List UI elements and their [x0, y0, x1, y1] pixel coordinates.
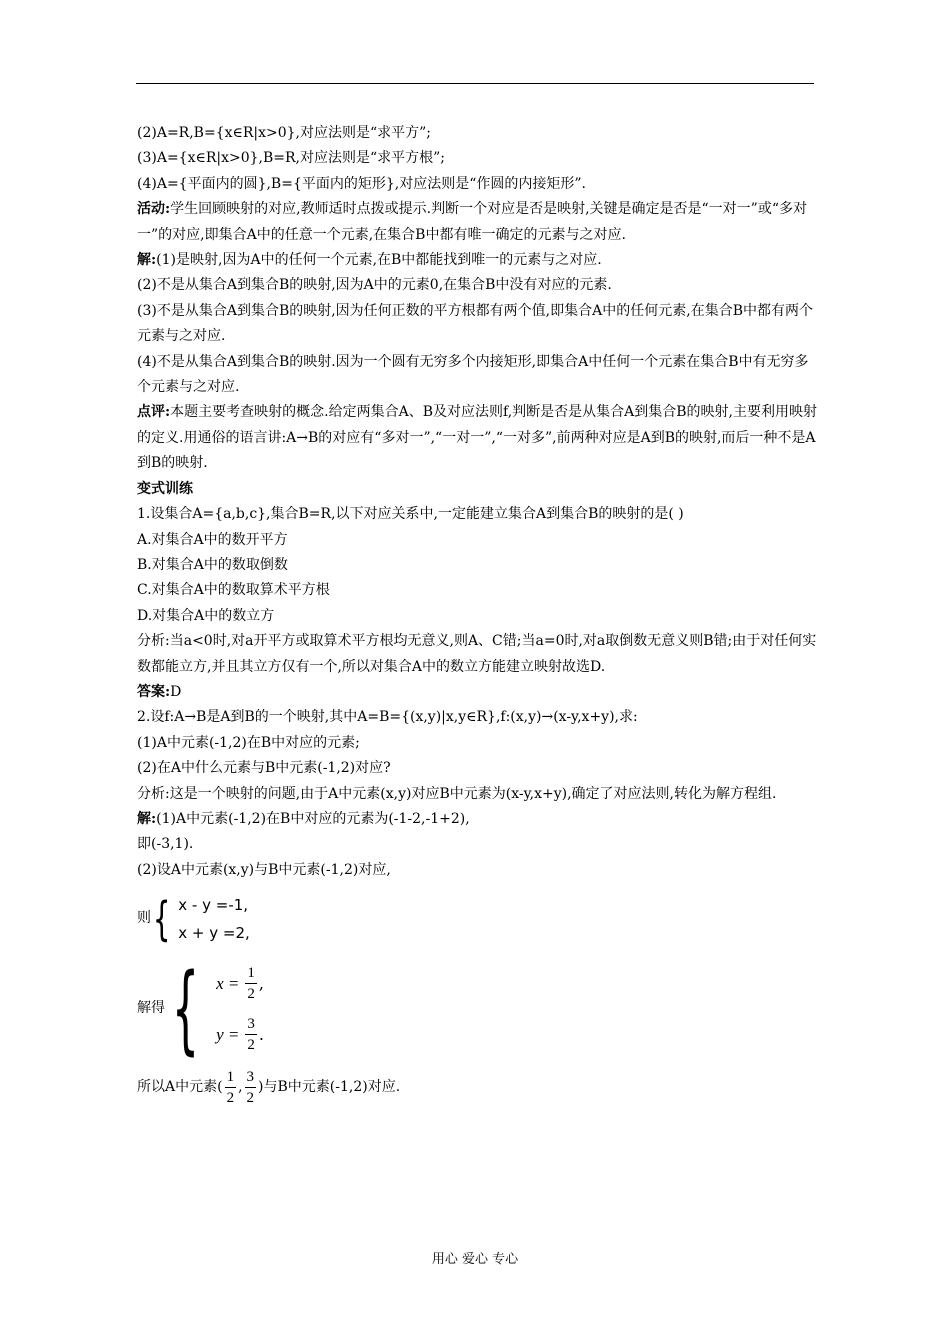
numerator: 3	[245, 1014, 257, 1035]
denominator: 2	[247, 986, 255, 1003]
header-rule	[136, 83, 814, 84]
answer-line	[137, 680, 817, 705]
left-brace-icon: {	[171, 953, 200, 1066]
solution-text: (1)是映射,因为A中的任何一个元素,在B中都能找到唯一的元素与之对应.	[156, 252, 602, 269]
solution-line	[137, 807, 817, 832]
final-suffix: )与B中元素(-1,2)对应.	[258, 1078, 401, 1095]
solution-paragraph: (4)不是从集合A到集合B的映射.因为一个圆有无穷多个内接矩形,即集合A中任何一个元素在集合B中有无穷多个元素与之对应.	[137, 353, 809, 396]
section-heading	[137, 477, 817, 502]
solution-line: 即(-3,1).	[137, 836, 194, 853]
solution-paragraph: (3)不是从集合A到集合B的映射,因为任何正数的平方根都有两个值,即集合A中的任何元素,在集合B中都有两个元素与之对应.	[137, 302, 813, 345]
x-variable: x =	[216, 973, 240, 993]
answer-value: D	[170, 683, 182, 700]
numerator: 1	[245, 963, 257, 984]
answer-label: 答案:	[137, 683, 171, 700]
section-heading-text: 变式训练	[137, 480, 193, 497]
numerator: 1	[225, 1067, 237, 1088]
y-variable: y =	[216, 1024, 240, 1044]
solution-label: 解:	[137, 252, 157, 269]
numerator: 3	[245, 1067, 257, 1088]
activity-label: 活动:	[137, 201, 171, 218]
question-1: 1.设集合A={a,b,c},集合B=R,以下对应关系中,一定能建立集合A到集合B的映射的是( )	[137, 506, 684, 523]
punctuation: .	[258, 1024, 264, 1044]
fraction	[245, 963, 257, 1004]
solve-label: 解得	[137, 1000, 165, 1017]
then-label: 则	[137, 910, 151, 927]
final-answer-line	[137, 1067, 817, 1108]
left-brace-icon: {	[152, 892, 171, 947]
document-body	[137, 121, 817, 1108]
review-text: 本题主要考查映射的概念.给定两集合A、B及对应法则f,判断是否是从集合A到集合B的映射,主要利用映射的定义.用通俗的语言讲:A→B的对应有“多对一”,“一对一”,“一对多”,前两种对应是A到B的映射,而后一种不是A到B的映射.	[137, 404, 817, 472]
question-2b: (2)在A中什么元素与B中元素(-1,2)对应?	[137, 760, 391, 777]
analysis-2: 分析:这是一个映射的问题,由于A中元素(x,y)对应B中元素为(x-y,x+y),确定了对应法则,转化为解方程组.	[137, 785, 777, 802]
fraction	[245, 1067, 257, 1108]
denominator: 2	[226, 1090, 235, 1107]
option-b: B.对集合A中的数取倒数	[137, 556, 288, 573]
activity-paragraph	[137, 197, 817, 248]
solution-line: (2)不是从集合A到集合B的映射,因为A中的元素0,在集合B中没有对应的元素.	[137, 277, 612, 294]
equation-1: x - y =-1,	[178, 896, 249, 915]
equation-lines	[178, 891, 250, 947]
text-line: (3)A={x∈R|x>0},B=R,对应法则是“求平方根”;	[137, 150, 446, 167]
solution-label: 解:	[137, 810, 157, 827]
page-footer: 用心 爱心 专心	[431, 1252, 519, 1267]
text-line: (4)A={平面内的圆},B={平面内的矩形},对应法则是“作圆的内接矩形”.	[137, 175, 586, 192]
fraction	[225, 1067, 237, 1108]
option-c: C.对集合A中的数取算术平方根	[137, 582, 330, 599]
text-line: (2)A=R,B={x∈R|x>0},对应法则是“求平方”;	[137, 125, 432, 141]
denominator: 2	[247, 1037, 255, 1054]
option-d: D.对集合A中的数立方	[137, 607, 275, 624]
option-a: A.对集合A中的数开平方	[137, 531, 288, 548]
solution-lines	[216, 963, 264, 1055]
final-prefix: 所以A中元素(	[137, 1078, 223, 1095]
review-paragraph	[137, 400, 817, 476]
solution-line	[137, 248, 817, 273]
equation-system	[137, 891, 817, 947]
denominator: 2	[246, 1090, 255, 1107]
y-solution	[216, 1014, 264, 1055]
question-2a: (1)A中元素(-1,2)在B中对应的元素;	[137, 734, 360, 751]
final-comma: ,	[238, 1078, 243, 1095]
activity-text: 学生回顾映射的对应,教师适时点拨或提示.判断一个对应是否是映射,关键是确定是否是“一对一”或“多对一”的对应,即集合A中的任意一个元素,在集合B中都有唯一确定的元素与之对应.	[137, 201, 807, 243]
question-2: 2.设f:A→B是A到B的一个映射,其中A=B={(x,y)|x,y∈R},f:(x,y)→(x-y,x+y),求:	[137, 709, 638, 726]
fraction	[245, 1014, 257, 1055]
solution-system	[137, 953, 817, 1066]
equation-2: x + y =2,	[178, 924, 250, 943]
analysis-1: 分析:当a<0时,对a开平方或取算术平方根均无意义,则A、C错;当a=0时,对a取倒数无意义则B错;由于对任何实数都能立方,并且其立方仅有一个,所以对集合A中的数立方能建立映射故选D.	[137, 633, 817, 675]
solution-line: (2)设A中元素(x,y)与B中元素(-1,2)对应,	[137, 861, 391, 878]
solution-text: (1)A中元素(-1,2)在B中对应的元素为(-1-2,-1+2),	[156, 810, 470, 827]
x-solution	[216, 963, 264, 1004]
review-label: 点评:	[137, 404, 171, 421]
punctuation: ,	[258, 973, 264, 993]
